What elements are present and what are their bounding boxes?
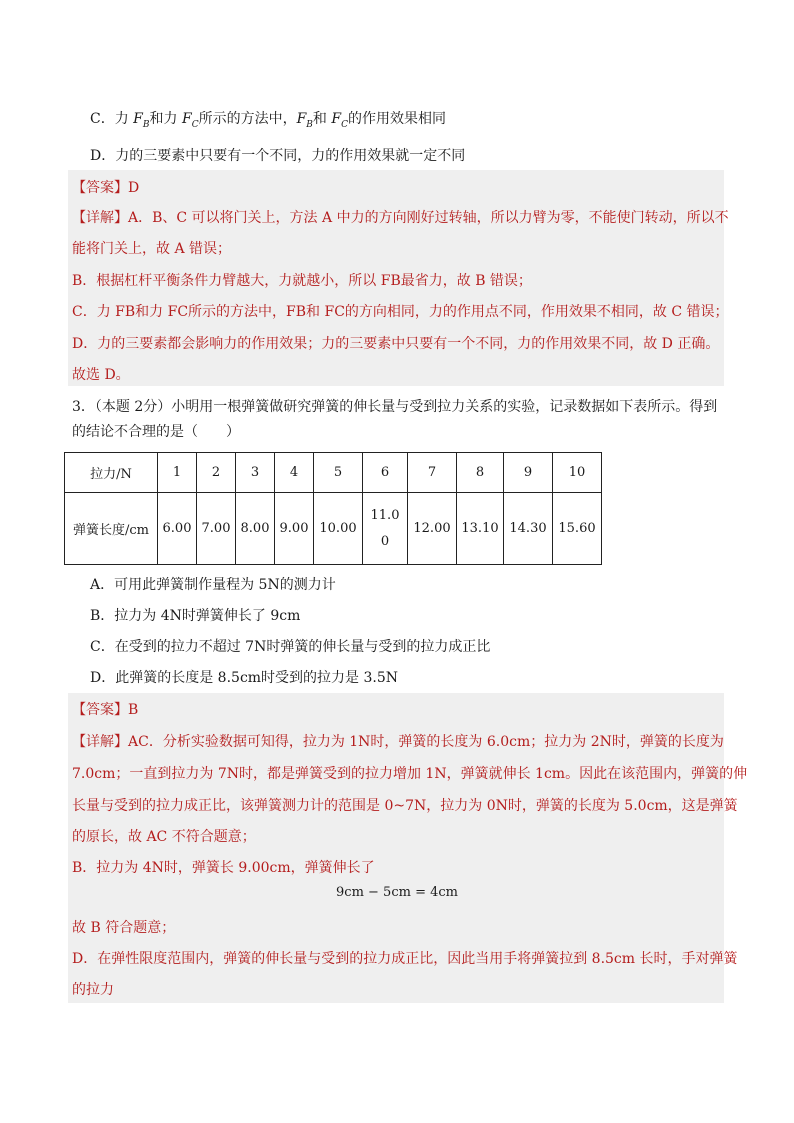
option-d-top: D．力的三要素中只要有一个不同，力的作用效果就一定不同 [90,148,466,164]
table-cell: 3 [236,453,275,493]
table-cell: 6.00 [158,493,197,565]
table-cell: 12.00 [408,493,457,565]
answer-3-line-1: 【详解】AC．分析实验数据可知得，拉力为 1N时，弹簧的长度为 6.0cm；拉力为 2N时，弹簧的长度为 [72,734,724,750]
spring-data-table [64,452,602,565]
answer-3-line-3: 长量与受到的拉力成正比，该弹簧测力计的范围是 0~7N，拉力为 0N时，弹簧的长度为 5.0cm，这是弹簧 [72,798,738,814]
answer-3-line-2: 7.0cm；一直到拉力为 7N时，都是弹簧受到的拉力增加 1N，弹簧就伸长 1cm。因此在该范围内，弹簧的伸 [72,766,748,782]
table-cell: 6 [363,453,408,493]
answer-1-line-1: 【详解】A．B、C 可以将门关上，方法 A 中力的方向刚好过转轴，所以力臂为零，不能使门转动，所以不 [72,210,729,226]
table-cell: 7.00 [197,493,236,565]
table-cell: 9.00 [275,493,314,565]
question-3-stem-line-1: 3．（本题 2分）小明用一根弹簧做研究弹簧的伸长量与受到拉力关系的实验，记录数据如下表所示。得到 [72,399,718,415]
table-cell: 5 [314,453,363,493]
table-header-cell: 拉力/N [65,453,158,493]
table-cell: 9 [504,453,553,493]
table-cell: 10.00 [314,493,363,565]
table-cell: 1 [158,453,197,493]
table-cell: 14.30 [504,493,553,565]
option-c-top: C．力 $F_B$和力 $F_C$所示的方法中，$F_B$和 $F_C$的作用效果相同 [90,111,446,130]
table-cell: 7 [408,453,457,493]
option-d: D．此弹簧的长度是 8.5cm时受到的拉力是 3.5N [90,670,399,686]
table-cell: 15.60 [553,493,602,565]
table-cell: 13.10 [457,493,504,565]
table-cell: 11.0 0 [363,493,408,565]
table-cell: 10 [553,453,602,493]
table-row [65,453,602,493]
table-row [65,493,602,565]
answer-1-line-6: 故选 D。 [72,367,130,383]
question-3-stem [72,395,722,445]
table-header-cell: 弹簧长度/cm [65,493,158,565]
table-cell: 8.00 [236,493,275,565]
answer-3-label: 【答案】B [72,702,139,718]
answer-1-line-5: D．力的三要素都会影响力的作用效果；力的三要素中只要有一个不同，力的作用效果不同，故 D 正确。 [72,336,720,352]
option-b: B．拉力为 4N时弹簧伸长了 9cm [90,608,301,624]
answer-1-label: 【答案】D [72,180,140,196]
answer-3-line-4: 的原长，故 AC 不符合题意； [72,829,256,845]
table-cell: 4 [275,453,314,493]
answer-1-line-4: C．力 FB和力 FC所示的方法中，FB和 FC的方向相同，力的作用点不同，作用效果不相同，故 C 错误； [72,304,729,320]
table-cell: 8 [457,453,504,493]
answer-3-line-5: B．拉力为 4N时，弹簧长 9.00cm，弹簧伸长了 [72,860,375,876]
option-a: A．可用此弹簧制作量程为 5N的测力计 [90,577,336,593]
question-3-stem-line-2: 的结论不合理的是（ ） [72,424,240,441]
answer-1-line-2: 能将门关上，故 A 错误； [72,241,232,257]
answer-3-line-7: D．在弹性限度范围内，弹簧的伸长量与受到的拉力成正比，因此当用手将弹簧拉到 8.5cm 长时，手对弹簧 [72,951,738,967]
equation: 9cm − 5cm = 4cm [336,885,458,900]
option-c: C．在受到的拉力不超过 7N时弹簧的伸长量与受到的拉力成正比 [90,639,491,655]
table-cell: 2 [197,453,236,493]
answer-3-line-6: 故 B 符合题意； [72,920,176,936]
answer-1-line-3: B．根据杠杆平衡条件力臂越大，力就越小，所以 FB最省力，故 B 错误； [72,273,532,289]
answer-3-line-8: 的拉力 [72,982,114,998]
